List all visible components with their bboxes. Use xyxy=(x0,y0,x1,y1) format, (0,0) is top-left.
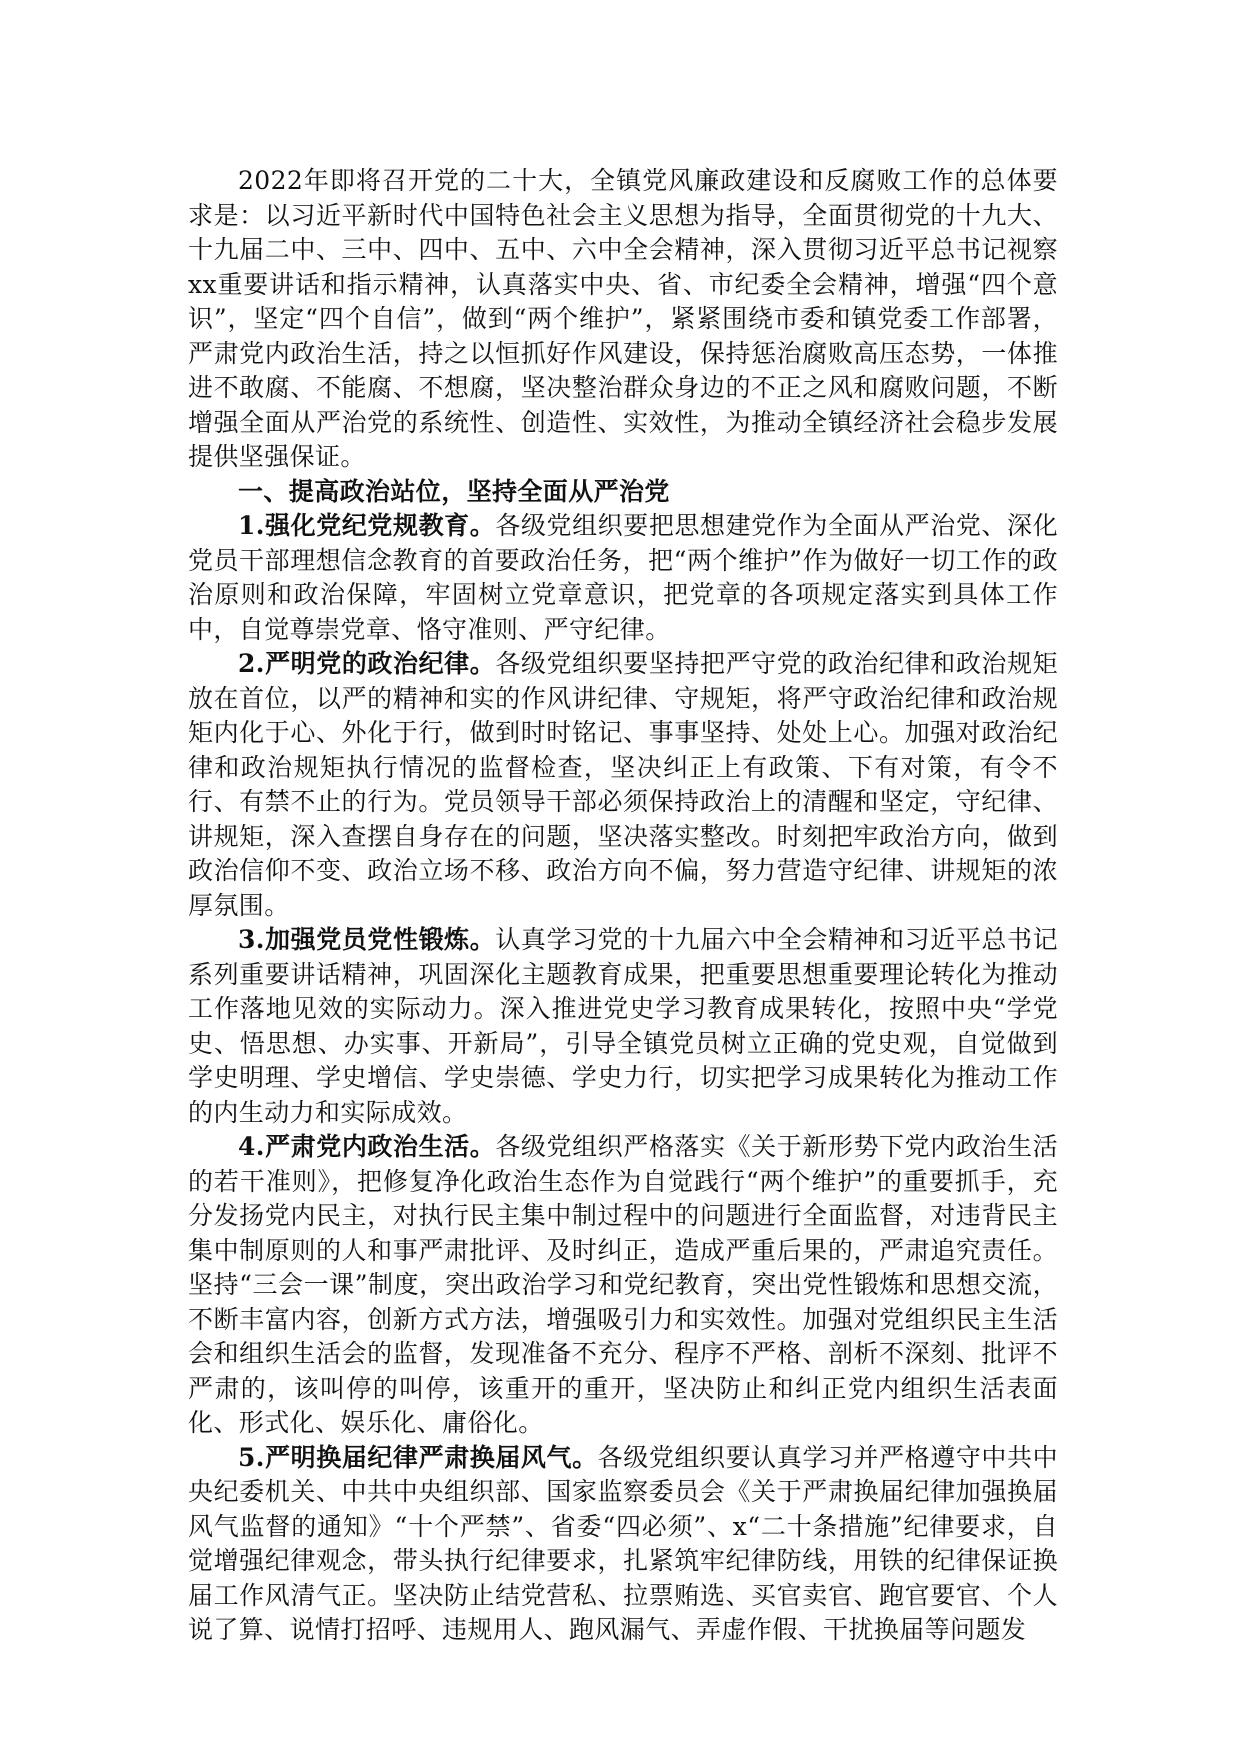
item-paragraph-1 xyxy=(188,509,1058,647)
item-paragraph-3 xyxy=(188,923,1058,1130)
document-body xyxy=(188,164,1058,1648)
item-text: 各级党组织要把思想建党作为全面从严治党、深化党员干部理想信念教育的首要政治任务，把“两个维护”作为做好一切工作的政治原则和政治保障，牢固树立党章意识，把党章的各项规定落实到具体工作中，自觉尊崇党章、恪守准则、严守纪律。 xyxy=(188,511,1058,644)
item-lead: 4.严肃党内政治生活。 xyxy=(238,1132,496,1161)
intro-paragraph: 2022年即将召开党的二十大，全镇党风廉政建设和反腐败工作的总体要求是：以习近平新时代中国特色社会主义思想为指导，全面贯彻党的十九大、十九届二中、三中、四中、五中、六中全会精神，深入贯彻习近平总书记视察xx重要讲话和指示精神，认真落实中央、省、市纪委全会精神，增强“四个意识”，坚定“四个自信”，做到“两个维护”，紧紧围绕市委和镇党委工作部署，严肃党内政治生活，持之以恒抓好作风建设，保持惩治腐败高压态势，一体推进不敢腐、不能腐、不想腐，坚决整治群众身边的不正之风和腐败问题，不断增强全面从严治党的系统性、创造性、实效性，为推动全镇经济社会稳步发展提供坚强保证。 xyxy=(188,166,1058,471)
item-text: 各级党组织要坚持把严守党的政治纪律和政治规矩放在首位，以严的精神和实的作风讲纪律、守规矩，将严守政治纪律和政治规矩内化于心、外化于行，做到时时铭记、事事坚持、处处上心。加强对政治纪律和政治规矩执行情况的监督检查，坚决纠正上有政策、下有对策，有令不行、有禁不止的行为。党员领导干部必须保持政治上的清醒和坚定，守纪律、讲规矩，深入查摆自身存在的问题，坚决落实整改。时刻把牢政治方向，做到政治信仰不变、政治立场不移、政治方向不偏，努力营造守纪律、讲规矩的浓厚氛围。 xyxy=(188,649,1058,920)
item-lead: 1.强化党纪党规教育。 xyxy=(238,511,496,540)
item-lead: 2.严明党的政治纪律。 xyxy=(238,649,496,678)
item-paragraph-2 xyxy=(188,647,1058,923)
section-heading: 一、提高政治站位，坚持全面从严治党 xyxy=(238,476,670,506)
item-text: 认真学习党的十九届六中全会精神和习近平总书记系列重要讲话精神，巩固深化主题教育成果，把重要思想重要理论转化为推动工作落地见效的实际动力。深入推进党史学习教育成果转化，按照中央“学党史、悟思想、办实事、开新局”，引导全镇党员树立正确的党史观，自觉做到学史明理、学史增信、学史崇德、学史力行，切实把学习成果转化为推动工作的内生动力和实际成效。 xyxy=(188,925,1058,1127)
item-lead: 3.加强党员党性锻炼。 xyxy=(238,925,496,954)
item-paragraph-5 xyxy=(188,1441,1058,1648)
item-text: 各级党组织要认真学习并严格遵守中共中央纪委机关、中共中央组织部、国家监察委员会《关于严肃换届纪律加强换届风气监督的通知》“十个严禁”、省委“四必须”、x“二十条措施”纪律要求，自觉增强纪律观念，带头执行纪律要求，扎紧筑牢纪律防线，用铁的纪律保证换届工作风清气正。坚决防止结党营私、拉票贿选、买官卖官、跑官要官、个人说了算、说情打招呼、违规用人、跑风漏气、弄虚作假、干扰换届等问题发 xyxy=(188,1442,1058,1644)
item-lead: 5.严明换届纪律严肃换届风气。 xyxy=(238,1442,598,1472)
item-text: 各级党组织严格落实《关于新形势下党内政治生活的若干准则》，把修复净化政治生态作为自觉践行“两个维护”的重要抓手，充分发扬党内民主，对执行民主集中制过程中的问题进行全面监督，对违背民主集中制原则的人和事严肃批评、及时纠正，造成严重后果的，严肃追究责任。坚持“三会一课”制度，突出政治学习和党纪教育，突出党性锻炼和思想交流，不断丰富内容，创新方式方法，增强吸引力和实效性。加强对党组织民主生活会和组织生活会的监督，发现准备不充分、程序不严格、剖析不深刻、批评不严肃的，该叫停的叫停，该重开的重开，坚决防止和纠正党内组织生活表面化、形式化、娱乐化、庸俗化。 xyxy=(188,1132,1058,1437)
item-paragraph-4 xyxy=(188,1130,1058,1441)
